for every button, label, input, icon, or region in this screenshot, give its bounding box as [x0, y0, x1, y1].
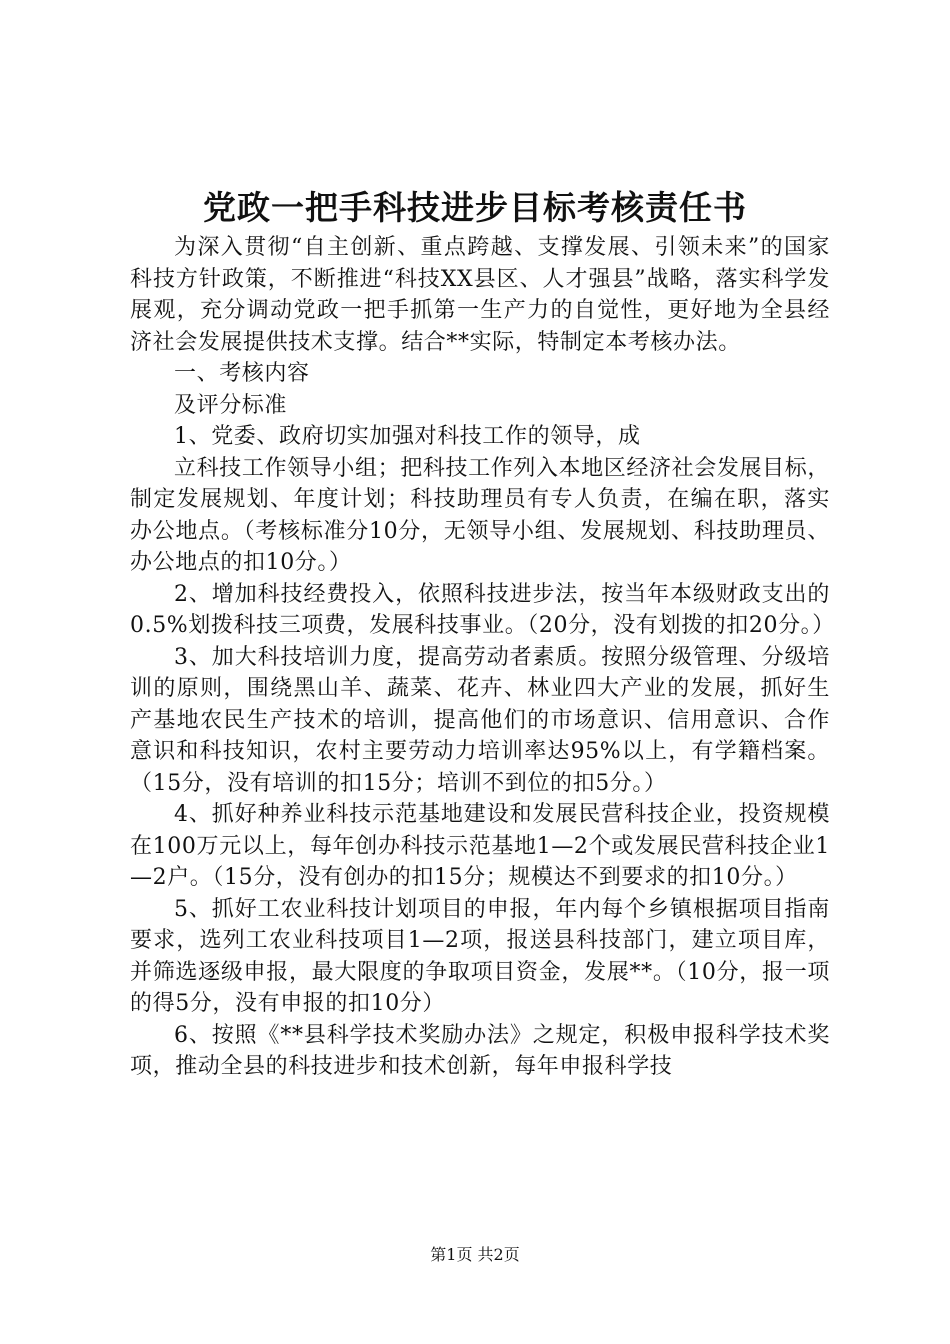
document-title: 党政一把手科技进步目标考核责任书	[203, 188, 747, 227]
item-6: 6、按照《**县科学技术奖励办法》之规定，积极申报科学技术奖项，推动全县的科技进步和技术创新，每年申报科学技	[130, 1022, 830, 1079]
item-1-heading: 1、党委、政府切实加强对科技工作的领导，成	[174, 424, 641, 449]
section-heading-continued: 及评分标准	[174, 392, 288, 418]
page-footer: 第1页 共2页	[430, 1245, 520, 1264]
document-body	[130, 232, 835, 1083]
item-5: 5、抓好工农业科技计划项目的申报，年内每个乡镇根据项目指南要求，选列工农业科技项目1—2项，报送县科技部门，建立项目库，并筛选逐级申报，最大限度的争取项目资金，发展**。（10分，报一项的得5分，没有申报的扣10分）	[130, 896, 830, 1016]
item-1-body: 立科技工作领导小组；把科技工作列入本地区经济社会发展目标，制定发展规划、年度计划；科技助理员有专人负责，在编在职，落实办公地点。（考核标准分10分，无领导小组、发展规划、科技助理员、办公地点的扣10分。）	[130, 455, 830, 575]
section-heading: 一、考核内容	[174, 361, 310, 386]
item-2: 2、增加科技经费投入，依照科技进步法，按当年本级财政支出的0.5%划拨科技三项费，发展科技事业。（20分，没有划拨的扣20分。）	[130, 581, 835, 638]
item-3: 3、加大科技培训力度，提高劳动者素质。按照分级管理、分级培训的原则，围绕黑山羊、蔬菜、花卉、林业四大产业的发展，抓好生产基地农民生产技术的培训，提高他们的市场意识、信用意识、合作意识和科技知识，农村主要劳动力培训率达95%以上，有学籍档案。（15分，没有培训的扣15分；培训不到位的扣5分。）	[130, 644, 830, 796]
intro-paragraph: 为深入贯彻“自主创新、重点跨越、支撑发展、引领未来”的国家科技方针政策，不断推进“科技XX县区、人才强县”战略，落实科学发展观，充分调动党政一把手抓第一生产力的自觉性，更好地为全县经济社会发展提供技术支撑。结合**实际，特制定本考核办法。	[130, 235, 830, 355]
item-4: 4、抓好种养业科技示范基地建设和发展民营科技企业，投资规模在100万元以上，每年创办科技示范基地1—2个或发展民营科技企业1—2户。（15分，没有创办的扣15分；规模达不到要求的扣10分。）	[130, 802, 830, 890]
